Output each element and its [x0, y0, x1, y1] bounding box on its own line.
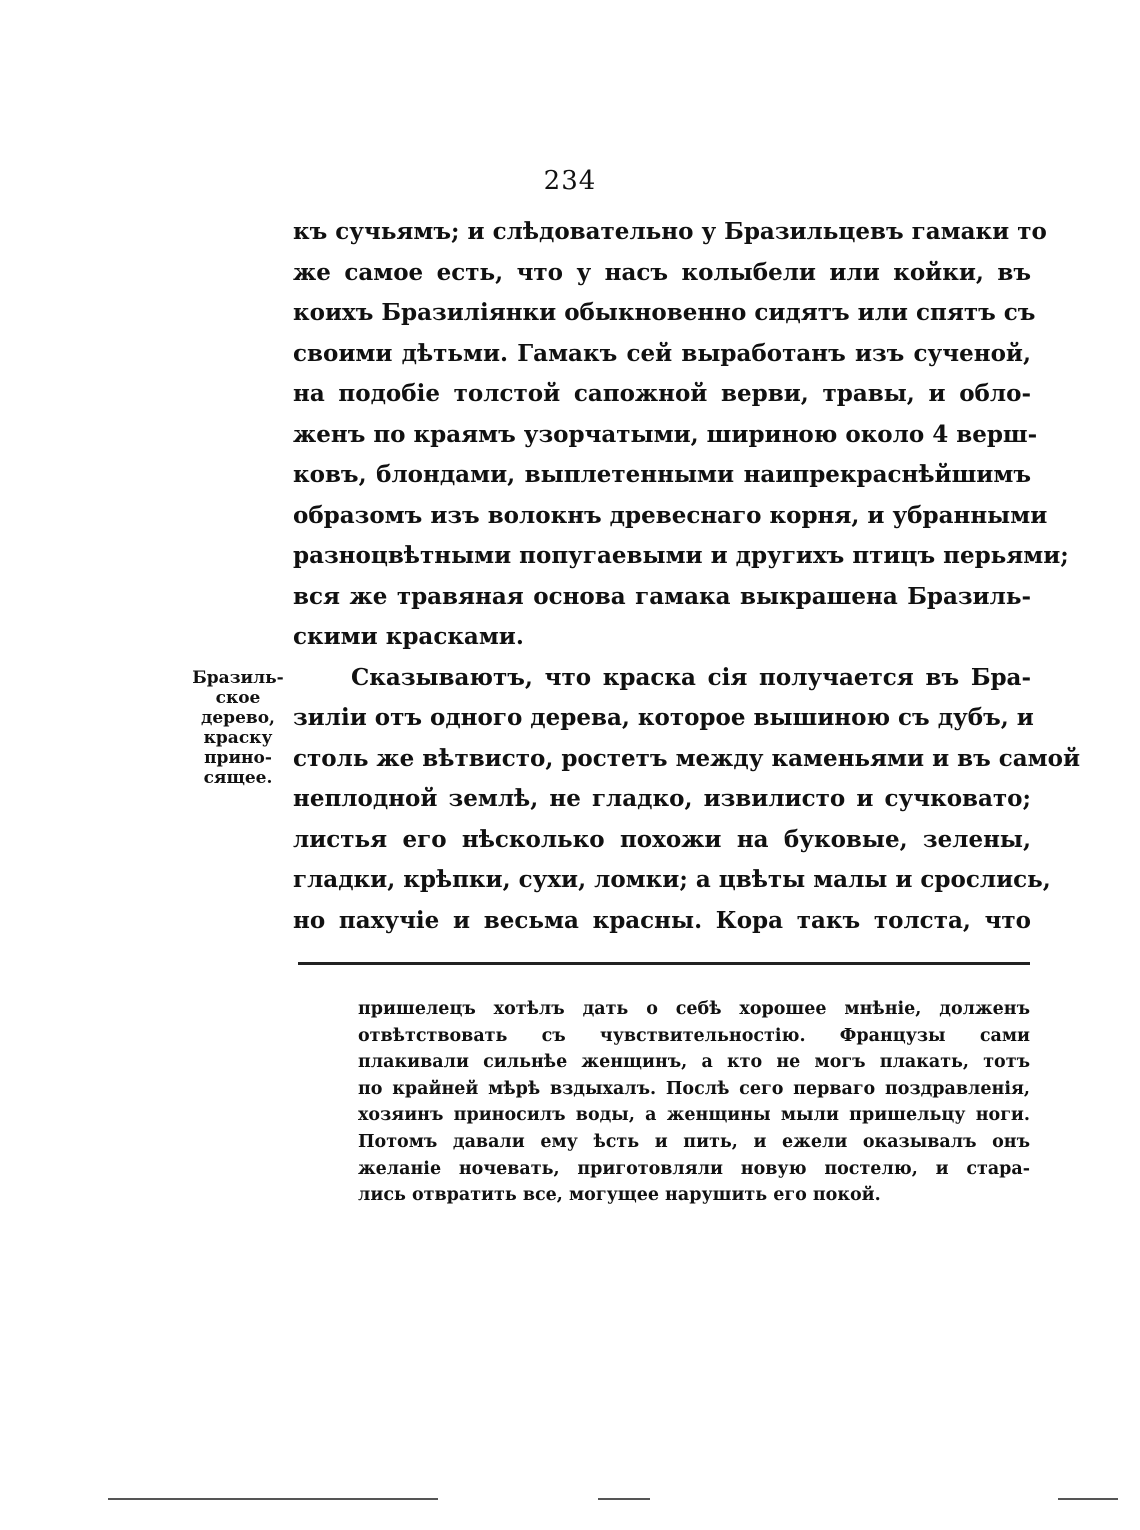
text-line: неплодной землѣ, не гладко, извилисто и сучковато;: [293, 785, 1031, 812]
scan-artifact: [1058, 1498, 1118, 1500]
text-line: листья его нѣсколько похожи на буковые, зелены,: [293, 825, 1031, 853]
footnote-line: по крайней мѣрѣ вздыхалъ. Послѣ сего перваго поздравленія,: [358, 1078, 1030, 1099]
marginal-note-line: краску: [203, 728, 273, 748]
text-line: же самое есть, что у насъ колыбели или койки, въ: [293, 258, 1031, 286]
text-line: коихъ Бразиліянки обыкновенно сидятъ или спятъ съ: [293, 299, 1036, 326]
footnote-line: хозяинъ приносилъ воды, а женщины мыли пришельцу ноги.: [358, 1105, 1030, 1126]
text-line: скими красками.: [293, 623, 524, 650]
footnote-line: Потомъ давали ему ѣсть и пить, и ежели оказывалъ онъ: [358, 1131, 1030, 1152]
marginal-note-line: сящее.: [203, 768, 273, 788]
text-line: зиліи отъ одного дерева, которое вышиною съ дубъ, и: [293, 704, 1034, 731]
text-line: столь же вѣтвисто, ростетъ между каменьями и въ самой: [293, 744, 1081, 772]
footnote-line: лись отвратить все, могущее нарушить его покой.: [358, 1185, 881, 1206]
text-line: своими дѣтьми. Гамакъ сей выработанъ изъ сученой,: [293, 339, 1031, 367]
scan-artifact: [598, 1498, 650, 1500]
page-number: 234: [543, 166, 597, 196]
text-line: на подобіе толстой сапожной верви, травы, и обло-: [293, 380, 1031, 407]
marginal-note: [186, 668, 290, 788]
footnote: [358, 996, 1030, 1209]
footnote-line: желаніе ночевать, приготовляли новую постелю, и стара-: [358, 1158, 1030, 1179]
text-line: образомъ изъ волокнъ древеснаго корня, и убранными: [293, 501, 1048, 529]
marginal-note-line: ское: [215, 688, 261, 708]
footnote-line: пришелецъ хотѣлъ дать о себѣ хорошее мнѣніе, долженъ: [358, 999, 1030, 1019]
text-line: разноцвѣтными попугаевыми и другихъ птицъ перьями;: [293, 542, 1069, 569]
marginal-note-line: прино-: [204, 748, 272, 768]
text-line: женъ по краямъ узорчатыми, шириною около 4 верш-: [293, 420, 1038, 448]
scan-artifact: [108, 1498, 438, 1500]
footnote-divider: [298, 962, 1030, 965]
footnote-line: отвѣтствовать съ чувствительностію. Французы сами: [358, 1025, 1030, 1046]
text-line: гладки, крѣпки, сухи, ломки; а цвѣты малы и срослись,: [293, 866, 1051, 893]
text-line: но пахучіе и весьма красны. Кора такъ толста, что: [293, 906, 1031, 934]
footnote-line: плакивали сильнѣе женщинъ, а кто не могъ плакать, тотъ: [358, 1052, 1030, 1073]
text-line: вся же травяная основа гамака выкрашена Бразиль-: [293, 582, 1031, 610]
marginal-note-line: Бразиль-: [192, 668, 284, 688]
text-line: къ сучьямъ; и слѣдовательно у Бразильцевъ гамаки то: [293, 218, 1047, 245]
text-line: ковъ, блондами, выплетенными наипрекраснѣйшимъ: [293, 461, 1031, 488]
main-text: [293, 212, 1081, 941]
marginal-note-line: дерево,: [201, 708, 275, 728]
text-line: Сказываютъ, что краска сія получается въ Бра-: [351, 663, 1031, 691]
